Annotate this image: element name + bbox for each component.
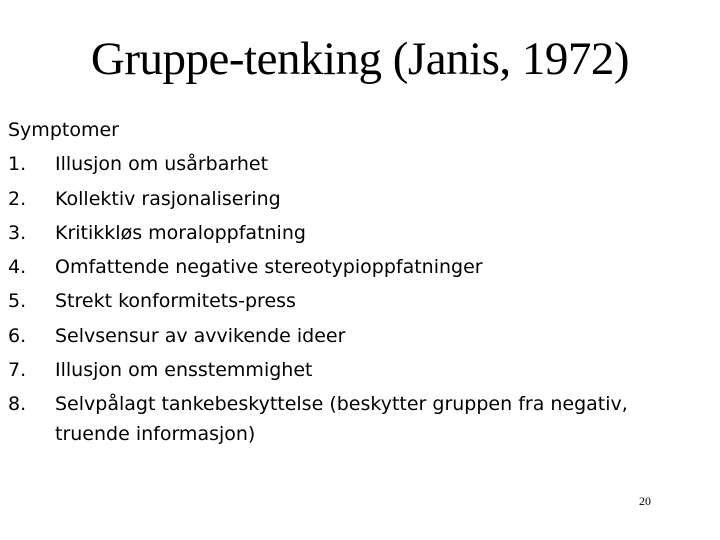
list-item: [8, 182, 708, 216]
slide-title: Gruppe-tenking (Janis, 1972): [90, 33, 630, 85]
page-number: 20: [639, 494, 651, 508]
list-item-number: 3.: [8, 221, 27, 244]
list-item: [8, 147, 708, 181]
list-item-number: 4.: [8, 256, 27, 279]
list-item-number: 1.: [8, 153, 27, 176]
list-item-text: Kollektiv rasjonalisering: [55, 187, 281, 210]
list-item-number: 5.: [8, 290, 27, 313]
list-item: [8, 250, 708, 284]
section-heading: Symptomer: [8, 119, 119, 141]
list-item-text: Strekt konformitets-press: [55, 290, 296, 313]
list-item-text: Illusjon om ensstemmighet: [55, 359, 313, 382]
list-item: [8, 387, 708, 449]
list-item: [8, 216, 708, 250]
list-item-number: 2.: [8, 187, 27, 210]
list-item-text: Kritikkløs moraloppfatning: [55, 221, 306, 244]
list-item: [8, 319, 708, 353]
list-item: [8, 284, 708, 318]
list-item-text: Illusjon om usårbarhet: [55, 153, 269, 176]
slide-body: [8, 113, 708, 449]
list-item-text: Selvpålagt tankebeskyttelse (beskytter gruppen fra negativ, truende informasjon): [55, 393, 628, 446]
list-item-text: Selvsensur av avvikende ideer: [55, 324, 346, 347]
list-item-number: 7.: [8, 359, 27, 382]
list-item: [8, 353, 708, 387]
list-item-text: Omfattende negative stereotypioppfatninger: [55, 256, 483, 279]
list-item-number: 6.: [8, 324, 27, 347]
list-item-number: 8.: [8, 393, 27, 416]
